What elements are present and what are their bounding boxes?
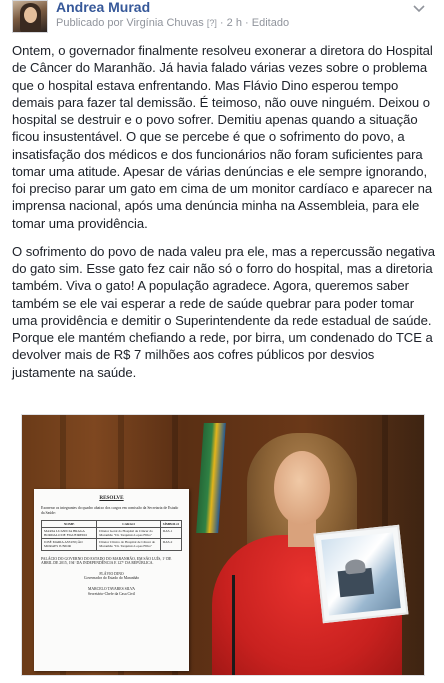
doc-title: RESOLVE [99,495,124,501]
microphone [232,575,235,675]
doc-signer-name: FLÁVIO DINO [99,571,124,576]
held-photo [314,525,409,623]
doc-signer-name: MARCELO TAVARES SILVA [88,586,135,591]
post-text [12,42,436,392]
doc-col-header: NOME [42,520,97,527]
post-paragraph-2: O sofrimento do povo de nada valeu pra ele, mas a repercussão negativa do gato sim. Esse gato fez cair não só o forro do hospital, mas a diretoria também. Viva o gato! A população agradece. Agora, queremos saber também se ele vai esperar a rede de saúde quebrar para poder tomar uma providência e demitir o Superintendente da rede estadual de saúde. Porque ele mantém chefiando a rede, por birra, um condenado do TCE a devolver mais de R$ 7 milhões aos cofres públicos por desvios justamente na saúde. [12,243,436,380]
doc-cell: JOSÉ MARIA ASSUNÇÃO MORAES JUNIOR [42,539,97,550]
doc-signature-1 [41,572,182,581]
edited-link[interactable]: Editado [251,17,290,29]
post-paragraph-1: Ontem, o governador finalmente resolveu exonerar a diretora do Hospital de Câncer do Maranhão. Já havia falado várias vezes sobre o problema que o hospital estava enfrentando. Mas Flávio Dino esperou tempo demais para fazer tal demissão. É teimoso, não ouve ninguém. Deixou o hospital se destruir e o povo sofrer. Demitiu apenas quando a situação ficou insustentável. O que se percebe é que o sofrimento do povo, a insatisfação dos médicos e dos funcionários não foram suficientes para tomar uma atitude. Apesar de várias denúncias e ele sempre ignorando, foi preciso parar um gato em cima de um monitor cardíaco e aparecer na imprensa nacional, após uma denúncia minha na Assembleia, para ele tomar uma providência. [12,43,433,231]
doc-intro: Exonerar os integrantes do quadro abaixo dos cargos em comissão da Secretaria de Estado da Saúde: [41,506,179,515]
meta-separator: · [219,17,224,29]
meta-flag[interactable]: [?] [206,18,217,28]
doc-signer-role: Secretário-Chefe da Casa Civil [87,591,136,596]
author-name[interactable]: Andrea Murad [56,0,151,15]
avatar[interactable] [12,0,48,33]
avatar-face [24,7,37,23]
meta-separator: · [245,17,249,29]
doc-cell: DAS-2 [160,539,181,550]
publisher-link[interactable]: Publicado por Virgínia Chuvas [56,17,204,29]
doc-cell: MARIA LUANICIA BRAGA BORDALO DE FIGUEIREDO [42,527,97,538]
doc-col-header: CARGO [97,520,160,527]
resolution-document [34,489,189,671]
post-meta [56,17,289,29]
post-time[interactable]: 2 h [226,17,242,29]
post-header [12,0,432,34]
doc-cell: Diretor Geral do Hospital de Câncer do Maranhão "Dr. Tarquínio Lopes Filho" [97,527,160,538]
doc-signature-2 [41,587,182,596]
doc-col-header: SÍMBOLO [160,520,181,527]
doc-cell: DAS-1 [160,527,181,538]
post-photo[interactable] [21,414,425,676]
doc-signer-role: Governador do Estado do Maranhão [83,576,140,581]
doc-table-row [42,527,182,538]
flag [196,423,226,533]
cat [345,559,366,575]
woman-face [274,451,330,525]
doc-cell: Diretor Clínico do Hospital de Câncer do Maranhão "Dr. Tarquínio Lopes Filho" [97,539,160,550]
chevron-down-icon[interactable] [412,3,426,13]
doc-table [41,520,182,551]
doc-place: PALÁCIO DO GOVERNO DO ESTADO DO MARANHÃO, EM SÃO LUÍS, 1º DE ABRIL DE 2015, 194º DA INDEPENDÊNCIA E 127º DA REPÚBLICA. [41,556,172,566]
doc-table-row [42,539,182,550]
